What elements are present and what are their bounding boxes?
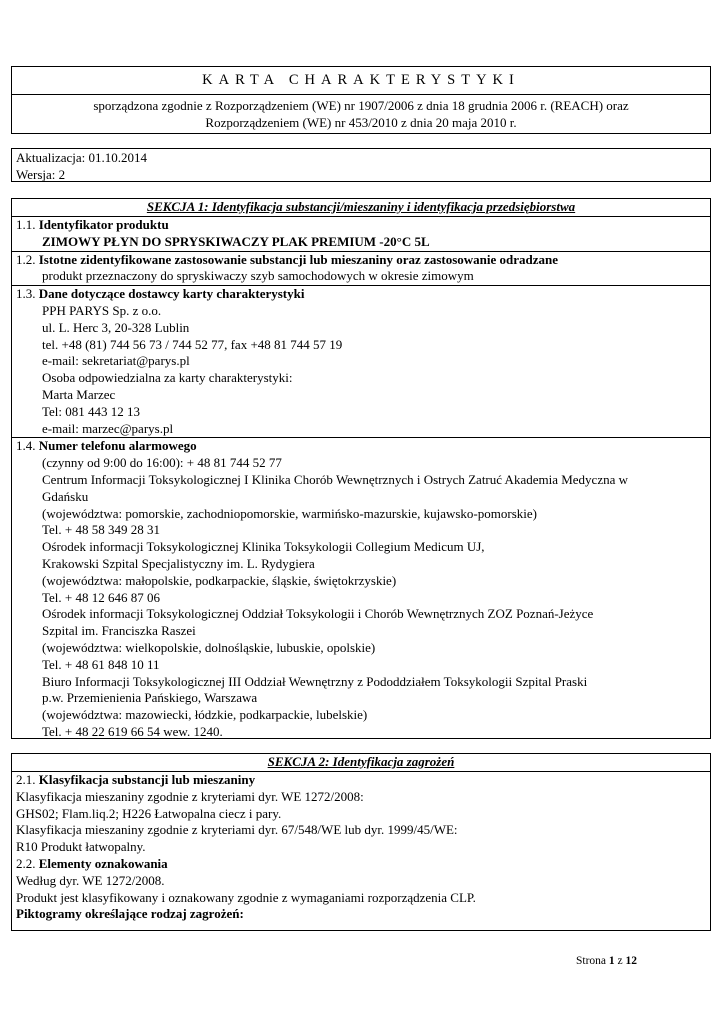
section-2-heading: SEKCJA 2: Identyfikacja zagrożeń [12,754,710,772]
subsection-title: Numer telefonu alarmowego [38,438,197,454]
emergency-line: (czynny od 9:00 do 16:00): + 48 81 744 52 77 [42,455,282,471]
subsection-title: Istotne zidentyfikowane zastosowanie substancji lub mieszaniny oraz zastosowanie odradzane [38,251,559,267]
contact-email-link[interactable]: e-mail: marzec@parys.pl [42,420,174,436]
classification-line: Klasyfikacja mieszaniny zgodnie z kryteriami dyr. WE 1272/2008: [16,788,364,804]
product-name: ZIMOWY PŁYN DO SPRYSKIWACZY PLAK PREMIUM -20°C 5L [42,233,430,249]
emergency-line: p.w. Przemienienia Pańskiego, Warszawa [42,690,258,706]
document-header [11,66,711,134]
subsection-title: Dane dotyczące dostawcy karty charakterystyki [38,286,305,302]
document-subtitle [12,95,710,131]
section-1 [11,198,711,739]
update-date: Aktualizacja: 01.10.2014 [16,150,148,165]
section-1-heading: SEKCJA 1: Identyfikacja substancji/mieszaniny i identyfikacja przedsiębiorstwa [12,199,710,217]
page-number: Strona 1 z 12 [575,955,637,967]
subsection-title: Klasyfikacja substancji lub mieszaniny [38,772,256,787]
document-title: KARTA CHARAKTERYSTYKI [12,67,710,95]
version-number: Wersja: 2 [16,166,66,182]
subsection-1-1: 1.1. Identyfikator produktu ZIMOWY PŁYN DO SPRYSKIWACZY PLAK PREMIUM -20°C 5L [12,217,710,252]
emergency-line: Gdańsku [42,488,89,504]
emergency-line: (województwa: pomorskie, zachodniopomorskie, warmińsko-mazurskie, kujawsko-pomorskie) [42,505,537,521]
emergency-line: Ośrodek informacji Toksykologicznej Oddział Toksykologii i Chorób Wewnętrznych ZOZ Poznań-Jeżyce [42,606,594,622]
labelling-line: Według dyr. WE 1272/2008. [16,872,165,888]
emergency-line: Biuro Informacji Toksykologicznej III Oddział Wewnętrzny z Pododdziałem Toksykologii Szpital Praski [42,673,588,689]
supplier-line: ul. L. Herc 3, 20-328 Lublin [42,319,190,335]
emergency-line: (województwa: mazowiecki, łódzkie, podkarpackie, lubelskie) [42,707,368,723]
classification-line: R10 Produkt łatwopalny. [16,839,146,855]
subtitle-line-1: sporządzona zgodnie z Rozporządzeniem (WE) nr 1907/2006 z dnia 18 grudnia 2006 r. (REACH) oraz [93,98,629,113]
labelling-line: Produkt jest klasyfikowany i oznakowany zgodnie z wymaganiami rozporządzenia CLP. [16,889,476,905]
emergency-line: Tel. + 48 22 619 66 54 wew. 1240. [42,723,223,739]
subsection-1-3: 1.3. Dane dotyczące dostawcy karty charakterystyki PPH PARYS Sp. z o.o. ul. L. Herc 3, 20-328 Lublin tel. +48 (81) 744 56 73 / 744 52 77, fax +48 81 744 57 19 e-mail: sekretariat@parys.pl Osoba odpowiedzialna za karty charakterystyki: Marta Marzec Tel: 081 443 12 13 e-mail: marzec@parys.pl [12,286,710,438]
emergency-line: Ośrodek informacji Toksykologicznej Klinika Toksykologii Collegium Medicum UJ, [42,539,485,555]
subsection-1-2: 1.2. Istotne zidentyfikowane zastosowanie substancji lub mieszaniny oraz zastosowanie odradzane produkt przeznaczony do spryskiwaczy szyb samochodowych w okresie zimowym [12,252,710,287]
pictograms-label: Piktogramy określające rodzaj zagrożeń: [16,906,244,922]
supplier-line: Marta Marzec [42,386,116,402]
emergency-line: Krakowski Szpital Specjalistyczny im. L. Rydygiera [42,555,315,571]
subtitle-line-2: Rozporządzeniem (WE) nr 453/2010 z dnia 20 maja 2010 r. [205,115,517,130]
emergency-line: Tel. + 48 12 646 87 06 [42,589,160,605]
supplier-line: Tel: 081 443 12 13 [42,403,141,419]
subsection-title: Elementy oznakowania [38,855,168,871]
supplier-line: Osoba odpowiedzialna za karty charakterystyki: [42,370,293,386]
emergency-line: Tel. + 48 61 848 10 11 [42,656,160,672]
emergency-line: Tel. + 48 58 349 28 31 [42,522,160,538]
supplier-line: PPH PARYS Sp. z o.o. [42,302,162,318]
emergency-line: (województwa: wielkopolskie, dolnośląskie, lubuskie, opolskie) [42,639,376,655]
emergency-line: (województwa: małopolskie, podkarpackie, śląskie, świętokrzyskie) [42,572,397,588]
section-2-body: 2.1. Klasyfikacja substancji lub mieszaniny Klasyfikacja mieszaniny zgodnie z kryteriami dyr. WE 1272/2008: GHS02; Flam.liq.2; H226 Łatwopalna ciecz i pary. Klasyfikacja mieszaniny zgodnie z kryteriami dyr. 67/548/WE lub dyr. 1999/45/WE: R10 Produkt łatwopalny. 2.2. Elementy oznakowania Według dyr. WE 1272/2008. Produkt jest klasyfikowany i oznakowany zgodnie z wymaganiami rozporządzenia CLP. Piktogramy określające rodzaj zagrożeń: [12,772,710,923]
emergency-line: Centrum Informacji Toksykologicznej I Klinika Chorób Wewnętrznych i Ostrych Zatruć Akademia Medyczna w [42,471,629,487]
emergency-line: Szpital im. Franciszka Raszei [42,623,196,639]
supplier-line: tel. +48 (81) 744 56 73 / 744 52 77, fax +48 81 744 57 19 [42,336,343,352]
product-use: produkt przeznaczony do spryskiwaczy szyb samochodowych w okresie zimowym [42,268,474,284]
subsection-title: Identyfikator produktu [38,217,169,232]
classification-line: GHS02; Flam.liq.2; H226 Łatwopalna ciecz i pary. [16,805,282,821]
section-2 [11,753,711,931]
classification-line: Klasyfikacja mieszaniny zgodnie z kryteriami dyr. 67/548/WE lub dyr. 1999/45/WE: [16,822,458,838]
supplier-email-link[interactable]: e-mail: sekretariat@parys.pl [42,353,190,369]
subsection-1-4: 1.4. Numer telefonu alarmowego (czynny od 9:00 do 16:00): + 48 81 744 52 77 Centrum Informacji Toksykologicznej I Klinika Chorób Wewnętrznych i Ostrych Zatruć Akademia Medyczna w Gdańsku (województwa: pomorskie, zachodniopomorskie, warmińsko-mazurskie, kujawsko-pomorskie) Tel. + 48 58 349 28 31 Ośrodek informacji Toksykologicznej Klinika Toksykologii Collegium Medicum UJ, Krakowski Szpital Specjalistyczny im. L. Rydygiera (województwa: małopolskie, podkarpackie, śląskie, świętokrzyskie) Tel. + 48 12 646 87 06 Ośrodek informacji Toksykologicznej Oddział Toksykologii i Chorób Wewnętrznych ZOZ Poznań-Jeżyce Szpital im. Franciszka Raszei (województwa: wielkopolskie, dolnośląskie, lubuskie, opolskie) Tel. + 48 61 848 10 11 Biuro Informacji Toksykologicznej III Oddział Wewnętrzny z Pododdziałem Toksykologii Szpital Praski p.w. Przemienienia Pańskiego, Warszawa (województwa: mazowiecki, łódzkie, podkarpackie, lubelskie) Tel. + 48 22 619 66 54 wew. 1240. [12,438,710,740]
revision-info [11,148,711,182]
